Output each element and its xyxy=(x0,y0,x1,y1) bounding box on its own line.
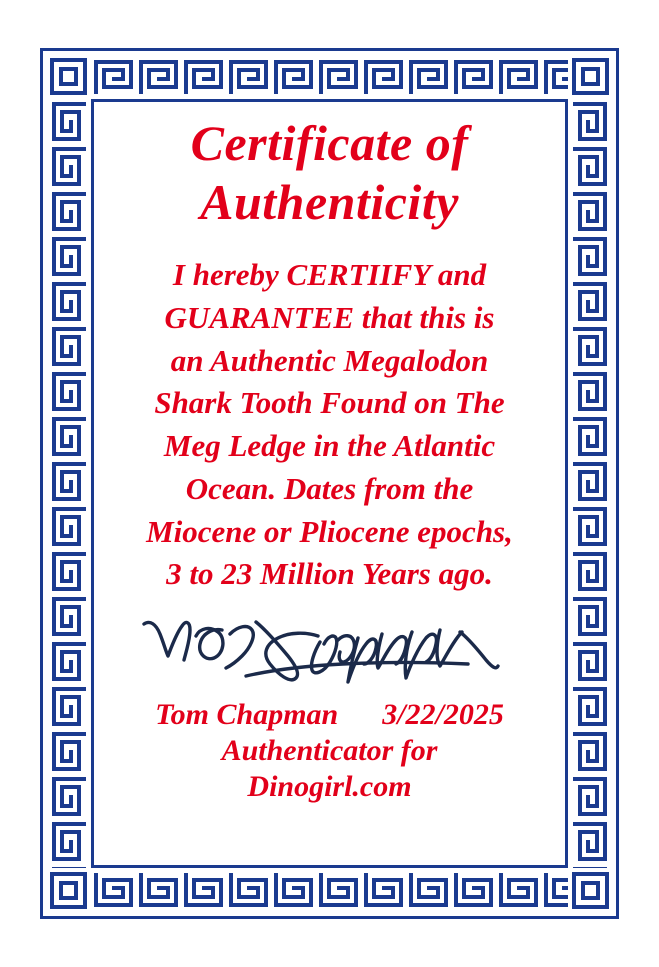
signer-name: Tom Chapman xyxy=(155,698,339,732)
page-title xyxy=(100,114,559,232)
title-line-1: Certificate of xyxy=(190,115,469,171)
signature-date: 3/22/2025 xyxy=(382,698,504,732)
body-line: Shark Tooth Found on The xyxy=(154,385,505,421)
certificate-content xyxy=(96,96,563,871)
body-line: GUARANTEE that this is xyxy=(164,299,495,335)
body-line: Ocean. Dates from the xyxy=(185,470,474,506)
body-line: Miocene or Pliocene epochs, xyxy=(146,513,513,549)
border-corner-top-left-icon xyxy=(46,54,91,99)
certificate-body xyxy=(100,254,559,596)
border-corner-bottom-right-icon xyxy=(568,868,613,913)
border-corner-top-right-icon xyxy=(568,54,613,99)
greek-key-border-left xyxy=(46,54,91,913)
signer-line xyxy=(100,698,559,732)
body-line: an Authentic Megalodon xyxy=(170,342,489,378)
body-line: 3 to 23 Million Years ago. xyxy=(166,556,493,592)
border-corner-bottom-left-icon xyxy=(46,868,91,913)
title-line-2: Authenticity xyxy=(200,174,459,230)
greek-key-border-bottom xyxy=(46,868,613,913)
greek-key-border-right xyxy=(568,54,613,913)
greek-key-border-top xyxy=(46,54,613,99)
body-line: I hereby CERTIIFY and xyxy=(172,257,487,292)
body-line: Meg Ledge in the Atlantic xyxy=(163,428,496,464)
signature-area xyxy=(100,602,559,698)
signer-website: Dinogirl.com xyxy=(247,770,412,804)
signer-role: Authenticator for xyxy=(221,734,438,768)
handwritten-signature-icon xyxy=(138,604,538,694)
